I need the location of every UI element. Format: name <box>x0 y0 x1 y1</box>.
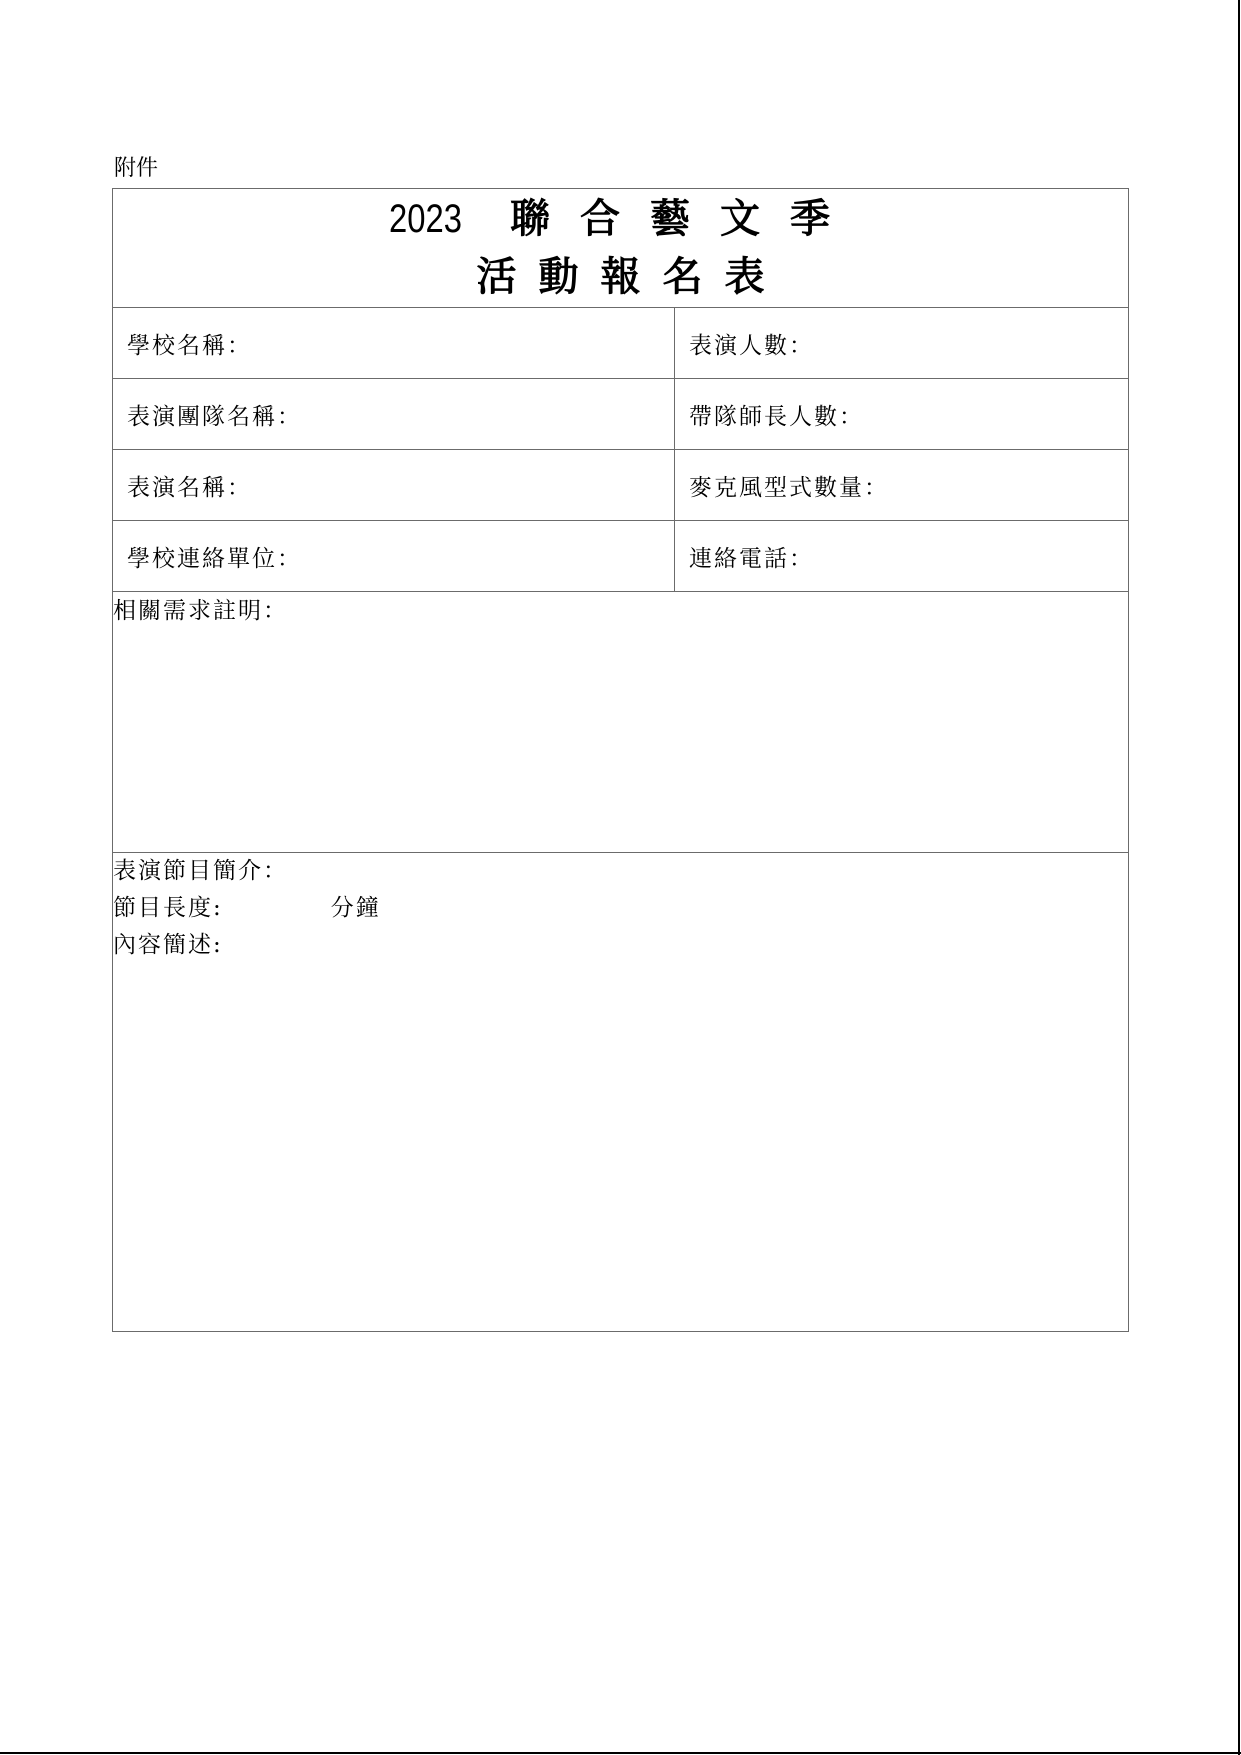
form-title <box>113 197 1128 241</box>
team-name-field[interactable] <box>113 379 675 450</box>
performer-count-label: 表演人數： <box>689 332 814 359</box>
contact-unit-field[interactable] <box>113 521 675 592</box>
notes-field[interactable] <box>113 592 1129 853</box>
program-intro-label: 表演節目簡介： <box>113 858 288 884</box>
page-edge-right <box>1238 0 1240 1755</box>
microphone-field[interactable] <box>675 450 1129 521</box>
title-event-name: 聯合藝文季 <box>510 197 860 241</box>
notes-label: 相關需求註明： <box>113 598 288 624</box>
title-year: 2023 <box>389 197 462 241</box>
form-title-cell <box>113 189 1129 308</box>
microphone-label: 麥克風型式數量： <box>689 474 889 501</box>
school-name-field[interactable] <box>113 308 675 379</box>
teacher-count-label: 帶隊師長人數： <box>689 403 864 430</box>
program-length-unit: 分鐘 <box>330 895 381 921</box>
performance-name-label: 表演名稱： <box>127 474 252 501</box>
attachment-label: 附件 <box>114 156 159 181</box>
performance-name-field[interactable] <box>113 450 675 521</box>
contact-phone-field[interactable] <box>675 521 1129 592</box>
contact-unit-label: 學校連絡單位： <box>127 545 302 572</box>
program-intro-field[interactable] <box>113 853 1129 1332</box>
program-length-line <box>113 890 1128 927</box>
performer-count-field[interactable] <box>675 308 1129 379</box>
program-description-label: 內容簡述: <box>113 932 223 958</box>
program-length-label: 節目長度: <box>113 895 223 921</box>
teacher-count-field[interactable] <box>675 379 1129 450</box>
contact-phone-label: 連絡電話： <box>689 545 814 572</box>
form-subtitle: 活動報名表 <box>476 253 787 300</box>
school-name-label: 學校名稱： <box>127 332 252 359</box>
team-name-label: 表演團隊名稱： <box>127 403 302 430</box>
page-edge-bottom <box>0 1752 1241 1754</box>
registration-form-table <box>112 188 1129 1332</box>
